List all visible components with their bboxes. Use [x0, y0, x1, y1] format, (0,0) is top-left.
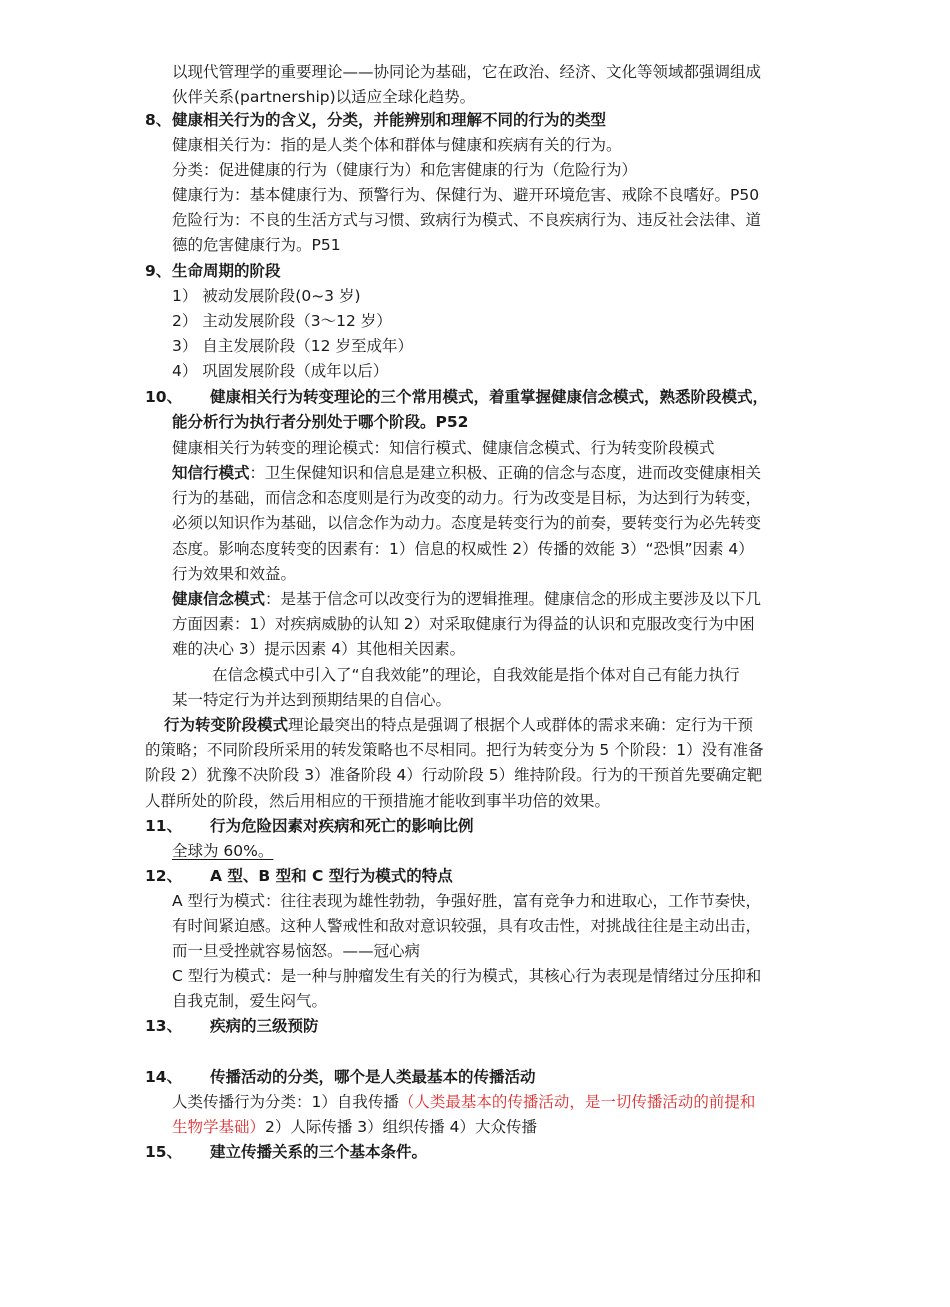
paragraph-line: 分类：促进健康的行为（健康行为）和危害健康的行为（危险行为）	[172, 161, 638, 179]
paragraph-line: 在信念模式中引入了“自我效能”的理论，自我效能是指个体对自己有能力执行	[212, 666, 740, 684]
heading-10-continued: 能分析行为执行者分别处于哪个阶段。P52	[172, 413, 469, 431]
heading-14: 传播活动的分类，哪个是人类最基本的传播活动	[210, 1068, 536, 1086]
paragraph-line: 伙伴关系(partnership)以适应全球化趋势。	[172, 88, 476, 106]
heading-9: 生命周期的阶段	[172, 262, 281, 280]
paragraph-line: 某一特定行为并达到预期结果的自信心。	[172, 691, 452, 709]
heading-13-number: 13、	[145, 1017, 183, 1035]
heading-14-number: 14、	[145, 1068, 183, 1086]
list-item: 4） 巩固发展阶段（成年以后）	[172, 362, 389, 380]
heading-11-number: 11、	[145, 817, 183, 835]
heading-15-number: 15、	[145, 1143, 183, 1161]
paragraph-line	[172, 587, 761, 611]
highlighted-note: （人类最基本的传播活动，是一切传播活动的前提和	[398, 1093, 756, 1111]
paragraph-line	[172, 461, 761, 485]
answer-underlined: 全球为 60%。	[172, 842, 274, 860]
paragraph-line: A 型行为模式：往往表现为雄性勃勃，争强好胜，富有竞争力和进取心，工作节奏快，	[172, 892, 762, 910]
term-stage-model: 行为转变阶段模式	[164, 716, 289, 734]
paragraph-line: 有时间紧迫感。这种人警戒性和敌对意识较强，具有攻击性，对挑战往往是主动出击，	[172, 917, 762, 935]
paragraph-line: 危险行为：不良的生活方式与习惯、致病行为模式、不良疾病行为、违反社会法律、道	[172, 211, 762, 229]
paragraph-line: 必须以知识作为基础，以信念作为动力。态度是转变行为的前奏，要转变行为必先转变	[172, 514, 762, 532]
paragraph-line: 健康相关行为：指的是人类个体和群体与健康和疾病有关的行为。	[172, 136, 622, 154]
highlighted-note: 生物学基础）	[172, 1118, 266, 1136]
paragraph-text: 2）人际传播 3）组织传播 4）大众传播	[265, 1118, 537, 1136]
heading-8-number: 8、	[145, 111, 172, 129]
heading-10-number: 10、	[145, 388, 183, 406]
heading-15: 建立传播关系的三个基本条件。	[210, 1143, 428, 1161]
term-health-belief: 健康信念模式	[172, 590, 266, 608]
heading-9-number: 9、	[145, 262, 172, 280]
heading-10: 健康相关行为转变理论的三个常用模式，着重掌握健康信念模式，熟悉阶段模式，	[210, 388, 769, 406]
paragraph-text: 理论最突出的特点是强调了根据个人或群体的需求来确：定行为干预	[288, 716, 754, 734]
paragraph-line: 德的危害健康行为。P51	[172, 236, 341, 254]
heading-13: 疾病的三级预防	[210, 1017, 319, 1035]
paragraph-line: 健康相关行为转变的理论模式：知信行模式、健康信念模式、行为转变阶段模式	[172, 439, 715, 457]
paragraph-line: 自我克制，爱生闷气。	[172, 992, 328, 1010]
paragraph-line: 以现代管理学的重要理论——协同论为基础，它在政治、经济、文化等领域都强调组成	[172, 63, 762, 81]
paragraph-line: 行为的基础，而信念和态度则是行为改变的动力。行为改变是目标，为达到行为转变，	[172, 489, 762, 507]
heading-11: 行为危险因素对疾病和死亡的影响比例	[210, 817, 474, 835]
term-zhixinxing: 知信行模式	[172, 464, 250, 482]
paragraph-line: 阶段 2）犹豫不决阶段 3）准备阶段 4）行动阶段 5）维持阶段。行为的干预首先要确定靶	[145, 766, 763, 784]
paragraph-text: ：是基于信念可以改变行为的逻辑推理。健康信念的形成主要涉及以下几	[265, 590, 762, 608]
paragraph-line: C 型行为模式：是一种与肿瘤发生有关的行为模式，其核心行为表现是情绪过分压抑和	[172, 967, 762, 985]
paragraph-line: 健康行为：基本健康行为、预警行为、保健行为、避开环境危害、戒除不良嗜好。P50	[172, 186, 760, 204]
list-item: 3） 自主发展阶段（12 岁至成年）	[172, 337, 413, 355]
paragraph-line	[164, 713, 753, 737]
heading-12: A 型、B 型和 C 型行为模式的特点	[210, 867, 453, 885]
paragraph-line: 而一旦受挫就容易恼怒。——冠心病	[172, 942, 421, 960]
paragraph-text: ：卫生保健知识和信息是建立积极、正确的信念与态度，进而改变健康相关	[249, 464, 762, 482]
list-item: 1） 被动发展阶段(0~3 岁)	[172, 287, 361, 305]
paragraph-line: 难的决心 3）提示因素 4）其他相关因素。	[172, 640, 466, 658]
paragraph-line: 行为效果和效益。	[172, 565, 297, 583]
paragraph-line: 态度。影响态度转变的因素有：1）信息的权威性 2）传播的效能 3）“恐惧”因素 4）	[172, 540, 754, 558]
paragraph-line: 人群所处的阶段，然后用相应的干预措施才能收到事半功倍的效果。	[145, 792, 611, 810]
paragraph-line	[172, 1115, 537, 1139]
list-item: 2） 主动发展阶段（3～12 岁）	[172, 312, 392, 330]
heading-8: 健康相关行为的含义，分类，并能辨别和理解不同的行为的类型	[172, 111, 607, 129]
paragraph-line: 的策略；不同阶段所采用的转发策略也不尽相同。把行为转变分为 5 个阶段：1）没有准备	[145, 741, 764, 759]
heading-12-number: 12、	[145, 867, 183, 885]
paragraph-text: 人类传播行为分类：1）自我传播	[172, 1093, 399, 1111]
paragraph-line: 方面因素：1）对疾病威胁的认知 2）对采取健康行为得益的认识和克服改变行为中困	[172, 615, 755, 633]
paragraph-line	[172, 1090, 755, 1114]
